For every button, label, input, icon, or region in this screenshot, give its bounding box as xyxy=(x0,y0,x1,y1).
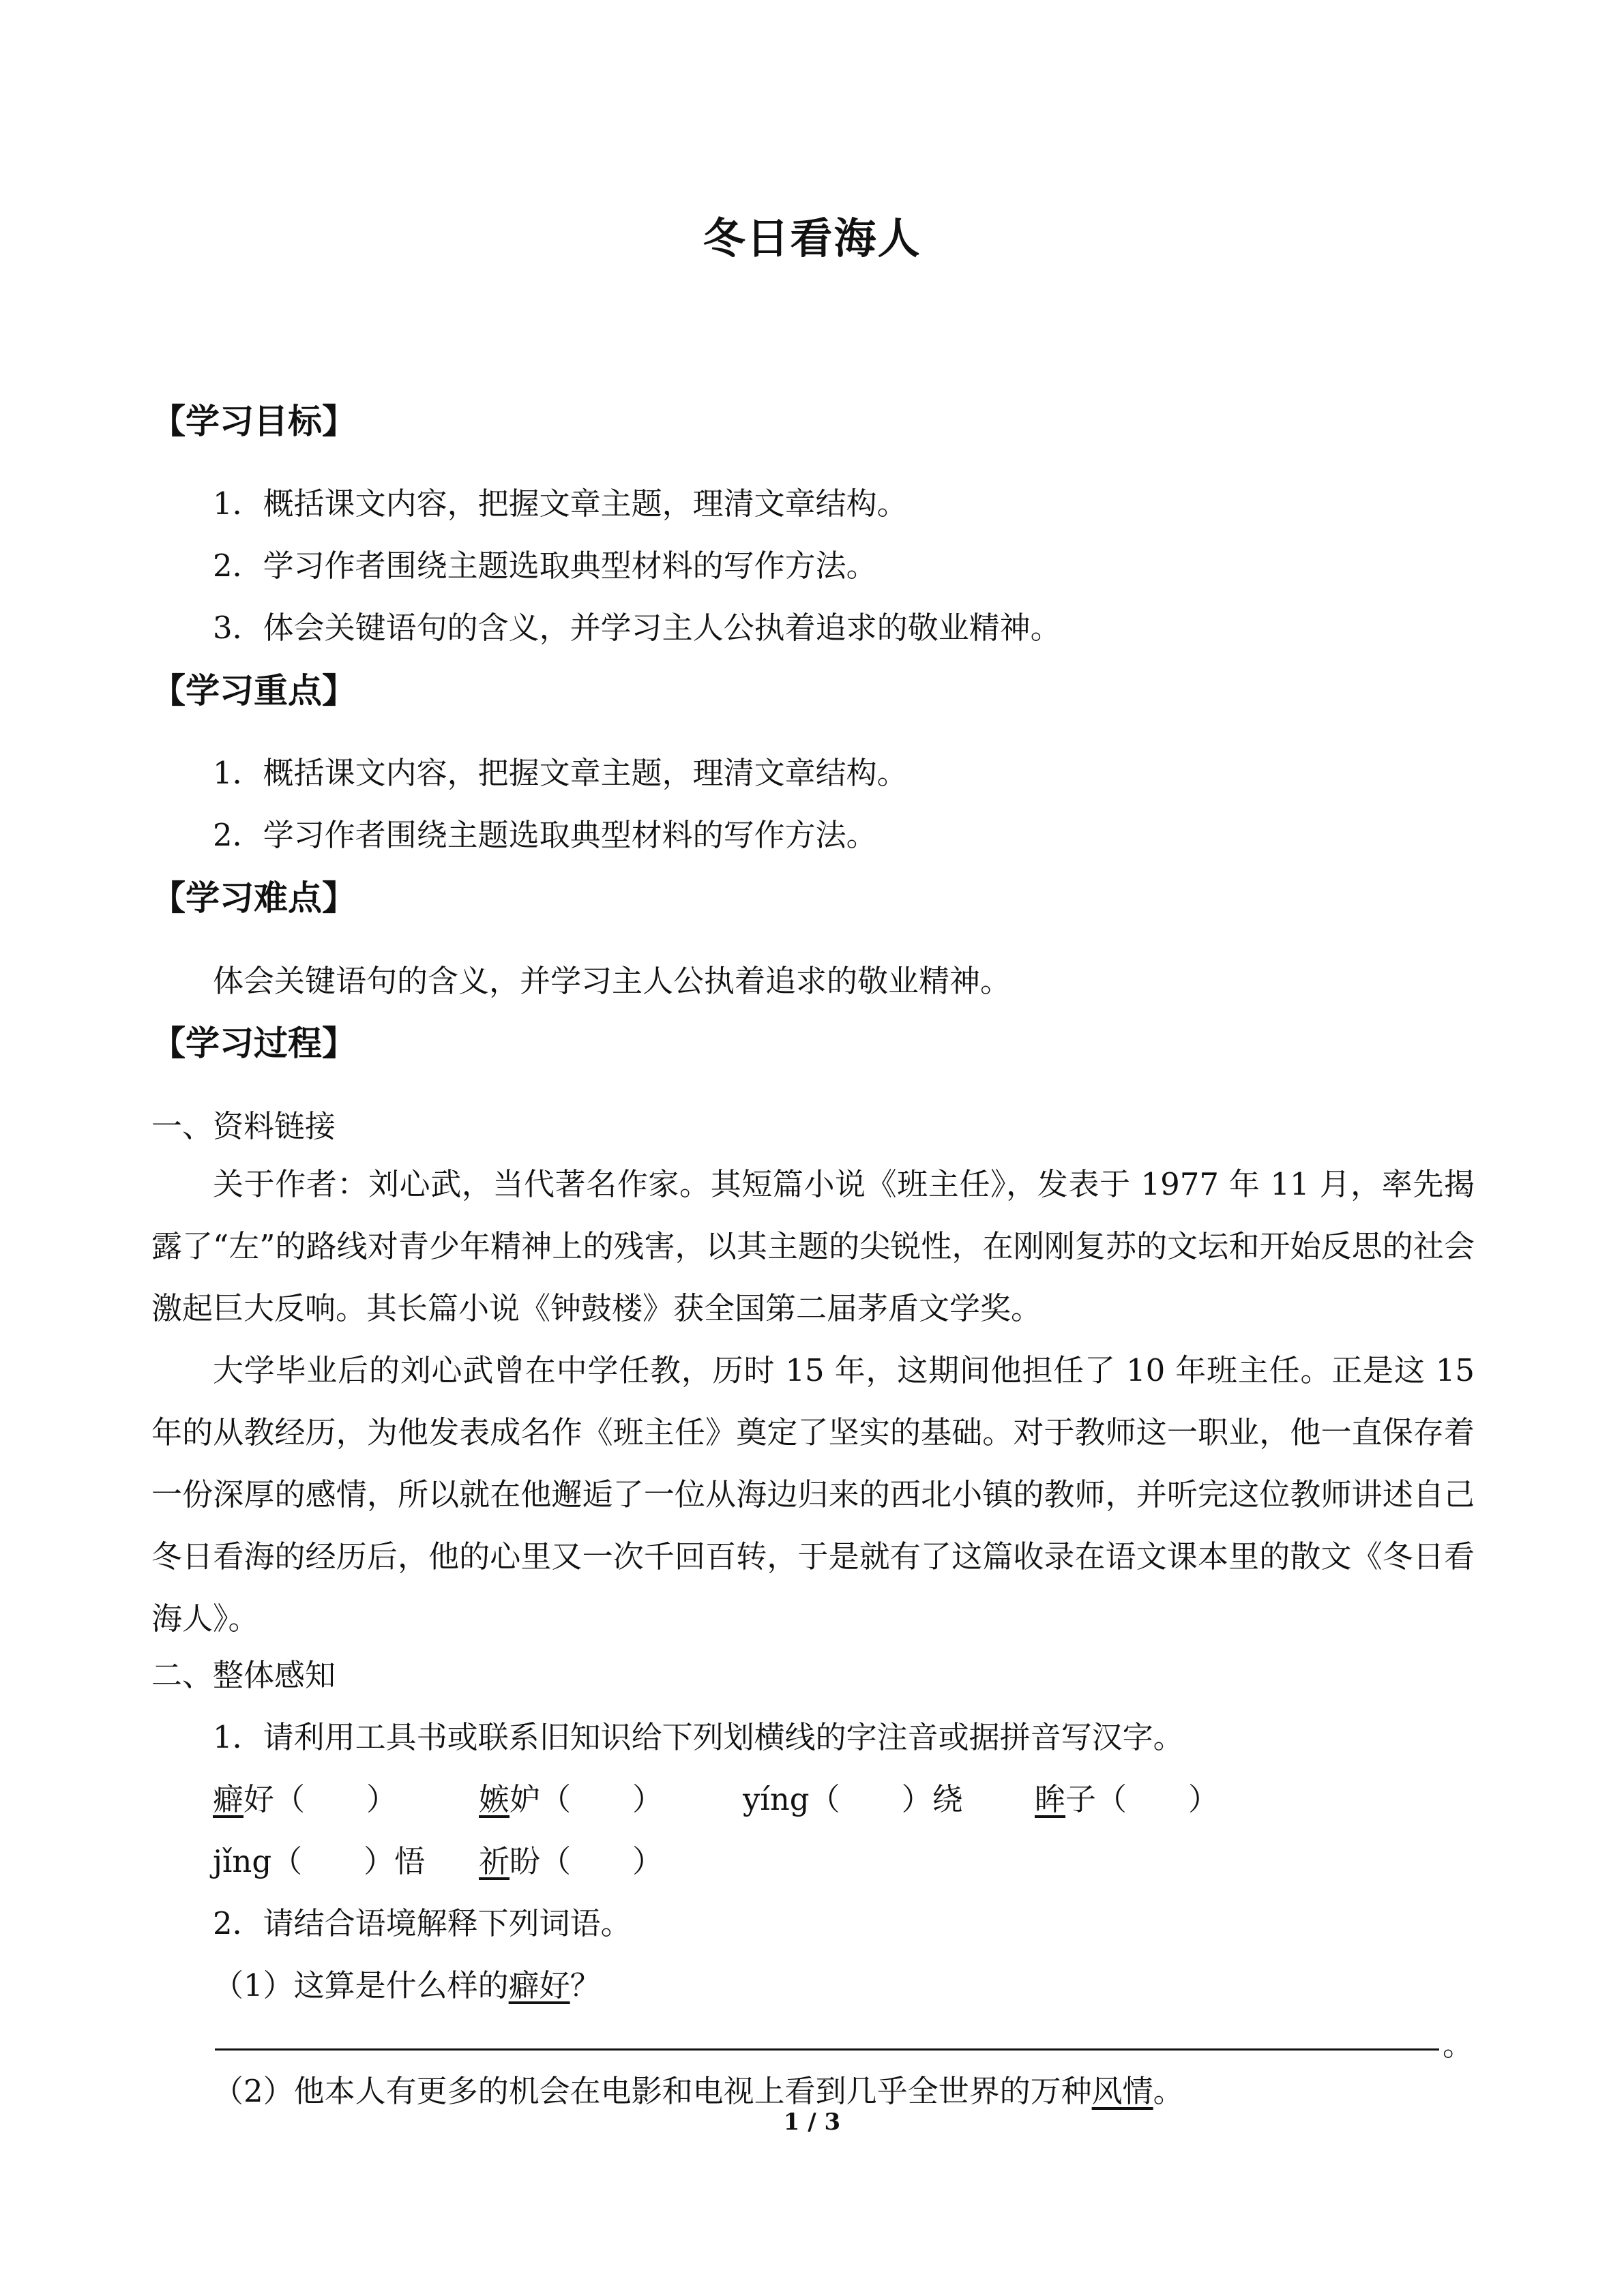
goals-heading: 【学习目标】 xyxy=(151,402,356,441)
underlined-char: 眸 xyxy=(1035,1781,1066,1817)
underlined-word: 风情 xyxy=(1091,2073,1153,2109)
difficulties-text: 体会关键语句的含义，并学习主人公执着追求的敬业精神。 xyxy=(213,963,1012,999)
word-jing-wu: jǐng（ ）悟 xyxy=(213,1843,426,1879)
question-1: 1．请利用工具书或联系旧知识给下列划横线的字注音或据拼音写汉字。 xyxy=(213,1719,1184,1755)
question-2: 2．请结合语境解释下列词语。 xyxy=(213,1905,632,1941)
key-point-item-1: 1．概括课文内容，把握文章主题，理清文章结构。 xyxy=(213,755,908,791)
key-point-item-2: 2．学习作者围绕主题选取典型材料的写作方法。 xyxy=(213,817,877,853)
sub-question-1: （1）这算是什么样的癖好？ xyxy=(213,1967,601,2003)
word-ji-du: 嫉妒（ ） xyxy=(479,1781,664,1817)
word-pi-hao: 癖好（ ） xyxy=(213,1781,398,1817)
goal-item-2: 2．学习作者围绕主题选取典型材料的写作方法。 xyxy=(213,548,877,584)
page-number: 1 / 3 xyxy=(783,2108,841,2136)
part2-title: 二、整体感知 xyxy=(151,1657,336,1693)
word-mou-zi: 眸子（ ） xyxy=(1035,1781,1220,1817)
page-title: 冬日看海人 xyxy=(703,213,921,263)
key-points-heading: 【学习重点】 xyxy=(151,671,356,711)
background-paragraph: 大学毕业后的刘心武曾在中学任教，历时 15 年，这期间他担任了 10 年班主任。正是这 15 年的从教经历，为他发表成名作《班主任》奠定了坚实的基础。对于教师这一职业，他一直保存着一份深厚的感情，所以就在他邂逅了一位从海边归来的西北小镇的教师，并听完这位教师讲述自己冬日看海的经历后，他的心里又一次千回百转，于是就有了这篇收录在语文课本里的散文《冬日看海人》。 xyxy=(151,1352,1475,1637)
underlined-word: 癖好 xyxy=(508,1967,570,2003)
word-qi-pan: 祈盼（ ） xyxy=(479,1843,664,1879)
author-paragraph: 关于作者：刘心武，当代著名作家。其短篇小说《班主任》，发表于 1977 年 11 月，率先揭露了“左”的路线对青少年精神上的残害，以其主题的尖锐性，在刚刚复苏的文坛和开始反思的社会激起巨大反响。其长篇小说《钟鼓楼》获全国第二届茅盾文学奖。 xyxy=(151,1166,1475,1326)
process-heading: 【学习过程】 xyxy=(151,1024,356,1063)
sub-question-2: （2）他本人有更多的机会在电影和电视上看到几乎全世界的万种风情。 xyxy=(213,2073,1184,2109)
goal-item-1: 1．概括课文内容，把握文章主题，理清文章结构。 xyxy=(213,486,908,522)
goal-item-3: 3．体会关键语句的含义，并学习主人公执着追求的敬业精神。 xyxy=(213,610,1061,646)
answer-line[interactable] xyxy=(215,2048,1439,2051)
word-ying-rao: yíng（ ）绕 xyxy=(743,1781,963,1817)
underlined-char: 嫉 xyxy=(479,1781,510,1817)
part1-title: 一、资料链接 xyxy=(151,1108,336,1144)
underlined-char: 癖 xyxy=(213,1781,244,1817)
underlined-char: 祈 xyxy=(479,1843,510,1879)
difficulties-heading: 【学习难点】 xyxy=(151,878,356,918)
answer-line-end: 。 xyxy=(1443,2027,1474,2063)
